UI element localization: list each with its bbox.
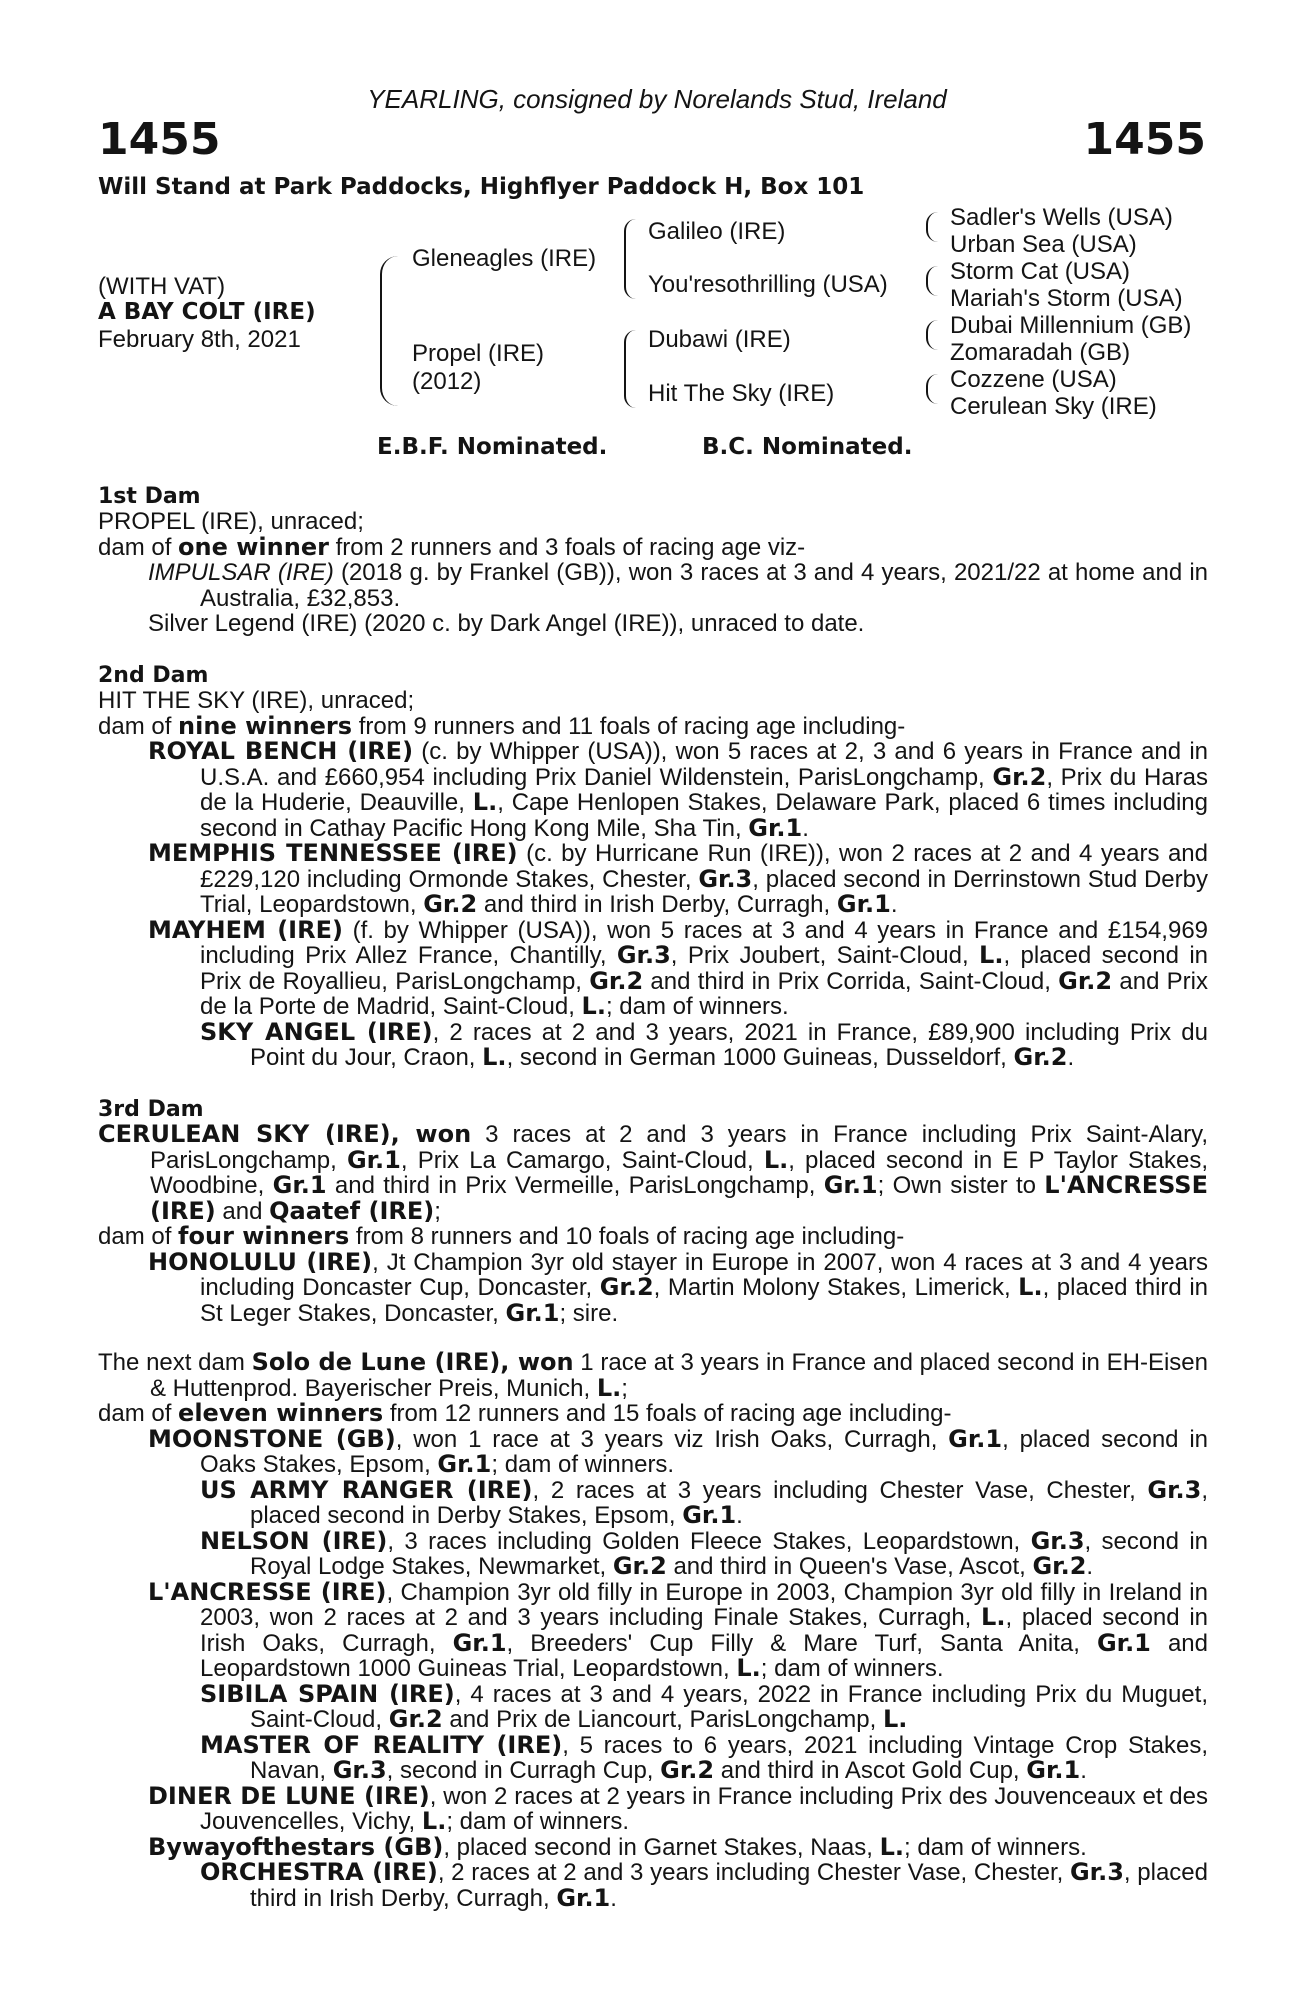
produce-sibila-spain: SIBILA SPAIN (IRE), 4 races at 3 and 4 years, 2022 in France including Prix du Muguet, Saint-Cloud, Gr.2 and Prix de Liancourt, ParisLongchamp, L.: [200, 1679, 1208, 1733]
produce-us-army-ranger: US ARMY RANGER (IRE), 2 races at 3 years including Chester Vase, Chester, Gr.3, placed second in Derby Stakes, Epsom, Gr.1.: [200, 1475, 1208, 1529]
pedigree-dam-sire: Dubawi (IRE): [648, 326, 791, 353]
foaling-date: February 8th, 2021: [98, 326, 301, 353]
horse-name: A BAY COLT (IRE): [98, 299, 316, 325]
pedigree-dam: Propel (IRE): [412, 340, 545, 367]
produce-memphis-tennessee: MEMPHIS TENNESSEE (IRE) (c. by Hurricane Run (IRE)), won 2 races at 2 and 4 years and £229,120 including Ormonde Stakes, Chester, Gr.3, placed second in Derrinstown Stud Derby Trial, Leopardstown, Gr.2 and third in Irish Derby, Curragh, Gr.1.: [148, 839, 1208, 918]
brace-sire-side: [624, 219, 636, 299]
first-dam-section: [98, 509, 1208, 637]
second-dam-section: [98, 688, 1208, 1071]
produce-bywayofthestars: Bywayofthestars (GB), placed second in Garnet Stakes, Naas, L.; dam of winners.: [148, 1832, 1087, 1861]
third-dam-record: CERULEAN SKY (IRE), won 3 races at 2 and 3 years in France including Prix Saint-Alary, ParisLongchamp, Gr.1, Prix La Camargo, Saint-Cloud, L., placed second in E P Taylor Stakes, Woodbine, Gr.1 and third in Prix Vermeille, ParisLongchamp, Gr.1; Own sister to L'ANCRESSE (IRE) and Qaatef (IRE);: [98, 1120, 1209, 1225]
first-dam-heading: 1st Dam: [98, 484, 201, 509]
produce-master-of-reality: MASTER OF REALITY (IRE), 5 races to 6 years, 2021 including Vintage Crop Stakes, Navan, Gr.3, second in Curragh Cup, Gr.2 and third in Ascot Gold Cup, Gr.1.: [200, 1730, 1209, 1784]
pedigree-gen3-2: Urban Sea (USA): [950, 231, 1137, 258]
brace-gen1: [380, 256, 398, 406]
brace-gen3-3: [926, 320, 938, 350]
lot-number-left: 1455: [98, 114, 221, 165]
pedigree-sire: Gleneagles (IRE): [412, 245, 597, 272]
pedigree-dam-year: (2012): [412, 368, 482, 395]
third-dam-produce-summary: dam of four winners from 8 runners and 10 foals of racing age including-: [98, 1222, 905, 1250]
brace-gen3-1: [926, 212, 938, 242]
brace-gen3-4: [926, 374, 938, 404]
pedigree-sire-dam: You'resothrilling (USA): [648, 271, 888, 298]
consignor-line: YEARLING, consigned by Norelands Stud, Ireland: [367, 84, 947, 114]
third-dam-heading: 3rd Dam: [98, 1097, 204, 1122]
second-dam-heading: 2nd Dam: [98, 663, 209, 688]
pedigree-gen3-8: Cerulean Sky (IRE): [950, 393, 1157, 420]
stabling-location: Will Stand at Park Paddocks, Highflyer Paddock H, Box 101: [98, 174, 865, 200]
fourth-dam-record: The next dam Solo de Lune (IRE), won 1 race at 3 years in France and placed second in EH-Eisen & Huttenprod. Bayerischer Preis, Munich, L.;: [98, 1348, 1208, 1402]
fourth-dam-section: [98, 1350, 1208, 1911]
brace-gen3-2: [926, 266, 938, 296]
lot-number-right: 1455: [1083, 114, 1206, 165]
first-dam-produce-summary: dam of one winner from 2 runners and 3 foals of racing age viz-: [98, 532, 806, 561]
produce-sky-angel: SKY ANGEL (IRE), 2 races at 2 and 3 years, 2021 in France, £89,900 including Prix du Point du Jour, Craon, L., second in German 1000 Guineas, Dusseldorf, Gr.2.: [200, 1017, 1208, 1071]
produce-honolulu: HONOLULU (IRE), Jt Champion 3yr old stayer in Europe in 2007, won 4 races at 3 and 4 years including Doncaster Cup, Doncaster, Gr.2, Martin Molony Stakes, Limerick, L., placed third in St Leger Stakes, Doncaster, Gr.1; sire.: [148, 1247, 1208, 1327]
produce-moonstone: MOONSTONE (GB), won 1 race at 3 years viz Irish Oaks, Curragh, Gr.1, placed second in Oaks Stakes, Epsom, Gr.1; dam of winners.: [148, 1424, 1208, 1478]
pedigree-gen3-5: Dubai Millennium (GB): [950, 312, 1192, 339]
produce-diner-de-lune: DINER DE LUNE (IRE), won 2 races at 2 years in France including Prix des Jouvenceaux et des Jouvencelles, Vichy, L.; dam of winners.: [148, 1781, 1209, 1835]
produce-mayhem: MAYHEM (IRE) (f. by Whipper (USA)), won 5 races at 3 and 4 years in France and £154,969 including Prix Allez France, Chantilly, Gr.3, Prix Joubert, Saint-Cloud, L., placed second in Prix de Royallieu, ParisLongchamp, Gr.2 and third in Prix Corrida, Saint-Cloud, Gr.2 and Prix de la Porte de Madrid, Saint-Cloud, L.; dam of winners.: [148, 915, 1209, 1020]
pedigree-gen3-7: Cozzene (USA): [950, 366, 1117, 393]
first-dam-name: PROPEL (IRE), unraced;: [98, 508, 364, 535]
pedigree-gen3-6: Zomaradah (GB): [950, 339, 1131, 366]
vat-note: (WITH VAT): [98, 273, 226, 300]
second-dam-name: HIT THE SKY (IRE), unraced;: [98, 687, 415, 714]
ebf-nomination: E.B.F. Nominated.: [377, 434, 608, 460]
produce-lancresse: L'ANCRESSE (IRE), Champion 3yr old filly in Europe in 2003, Champion 3yr old filly in Ireland in 2003, won 2 races at 2 and 3 years including Finale Stakes, Curragh, L., placed second in Irish Oaks, Curragh, Gr.1, Breeders' Cup Filly & Mare Turf, Santa Anita, Gr.1 and Leopardstown 1000 Guineas Trial, Leopardstown, L.; dam of winners.: [148, 1577, 1209, 1682]
produce-silver-legend: Silver Legend (IRE) (2020 c. by Dark Angel (IRE)), unraced to date.: [148, 610, 865, 637]
brace-dam-side: [624, 330, 636, 408]
produce-impulsar: IMPULSAR (IRE) (2018 g. by Frankel (GB)), won 3 races at 3 and 4 years, 2021/22 at home and in Australia, £32,853.: [148, 559, 1208, 612]
pedigree-gen3-3: Storm Cat (USA): [950, 258, 1131, 285]
pedigree-gen3-1: Sadler's Wells (USA): [950, 204, 1173, 231]
produce-orchestra: ORCHESTRA (IRE), 2 races at 2 and 3 years including Chester Vase, Chester, Gr.3, placed third in Irish Derby, Curragh, Gr.1.: [200, 1858, 1208, 1912]
bc-nomination: B.C. Nominated.: [702, 434, 913, 460]
third-dam-section: [98, 1122, 1208, 1326]
produce-royal-bench: ROYAL BENCH (IRE) (c. by Whipper (USA)), won 5 races at 2, 3 and 6 years in France and in U.S.A. and £660,954 including Prix Daniel Wildenstein, ParisLongchamp, Gr.2, Prix du Haras de la Huderie, Deauville, L., Cape Henlopen Stakes, Delaware Park, placed 6 times including second in Cathay Pacific Hong Kong Mile, Sha Tin, Gr.1.: [148, 737, 1209, 842]
pedigree-gen3-4: Mariah's Storm (USA): [950, 285, 1183, 312]
produce-nelson: NELSON (IRE), 3 races including Golden Fleece Stakes, Leopardstown, Gr.3, second in Royal Lodge Stakes, Newmarket, Gr.2 and third in Queen's Vase, Ascot, Gr.2.: [200, 1526, 1208, 1580]
second-dam-produce-summary: dam of nine winners from 9 runners and 11 foals of racing age including-: [98, 711, 906, 740]
pedigree-sire-sire: Galileo (IRE): [648, 218, 786, 245]
fourth-dam-produce-summary: dam of eleven winners from 12 runners and 15 foals of racing age including-: [98, 1399, 952, 1427]
pedigree-dam-dam: Hit The Sky (IRE): [648, 380, 835, 407]
